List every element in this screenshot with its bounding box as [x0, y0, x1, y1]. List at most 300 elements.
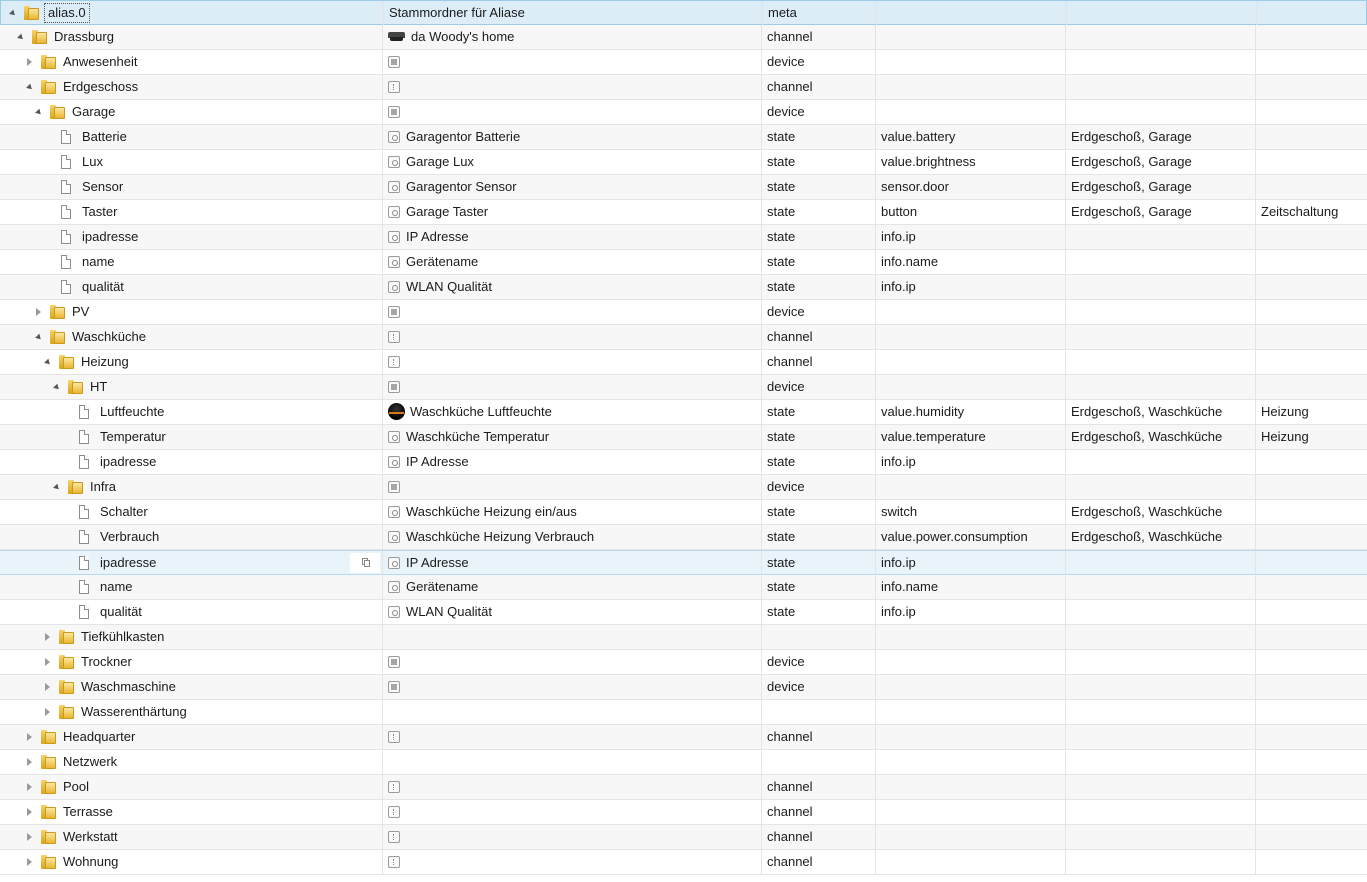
expand-toggle-icon[interactable] [27, 808, 32, 816]
room-cell: Erdgeschoß, Waschküche [1066, 400, 1256, 424]
row-name: qualität [100, 604, 142, 619]
tree-row[interactable] [0, 275, 1367, 300]
type-cell: channel [762, 75, 876, 99]
row-name: Garage [72, 104, 116, 119]
room-cell [1066, 800, 1256, 824]
state-icon [388, 281, 400, 293]
row-name: name [82, 254, 115, 269]
type-cell: device [762, 475, 876, 499]
role-cell [876, 775, 1066, 799]
room-cell [1066, 750, 1256, 774]
tree-row[interactable] [0, 200, 1367, 225]
room-cell: Erdgeschoß, Garage [1066, 175, 1256, 199]
function-cell [1256, 650, 1367, 674]
role-cell: value.battery [876, 125, 1066, 149]
tree-row[interactable] [0, 100, 1367, 125]
name-cell[interactable] [0, 250, 383, 274]
type-cell: state [762, 551, 876, 575]
room-cell [1066, 325, 1256, 349]
role-cell: button [876, 200, 1066, 224]
name-cell[interactable] [0, 450, 383, 474]
tree-row[interactable] [0, 375, 1367, 400]
collapse-toggle-icon[interactable] [44, 359, 52, 367]
title-cell [383, 850, 762, 874]
folder-icon [59, 680, 74, 694]
row-name: Terrasse [63, 804, 113, 819]
row-name: Netzwerk [63, 754, 118, 769]
row-name: Lux [82, 154, 103, 169]
tree-row[interactable] [0, 650, 1367, 675]
function-cell [1257, 1, 1367, 25]
name-cell[interactable] [0, 650, 383, 674]
file-icon [61, 230, 71, 244]
state-icon [388, 231, 400, 243]
row-title: Garagentor Sensor [406, 179, 517, 194]
type-cell: channel [762, 350, 876, 374]
row-title: Waschküche Heizung ein/aus [406, 504, 577, 519]
row-name: Werkstatt [63, 829, 118, 844]
state-icon [388, 456, 400, 468]
collapse-toggle-icon[interactable] [26, 84, 34, 92]
role-cell [876, 375, 1066, 399]
room-cell: Erdgeschoß, Waschküche [1066, 425, 1256, 449]
role-cell: info.ip [876, 275, 1066, 299]
name-cell[interactable] [0, 625, 383, 649]
tree-row[interactable] [0, 400, 1367, 425]
tree-row[interactable] [0, 425, 1367, 450]
row-title: WLAN Qualität [406, 604, 492, 619]
function-cell: Heizung [1261, 404, 1309, 419]
title-cell [383, 425, 762, 449]
expand-toggle-icon[interactable] [27, 733, 32, 741]
tree-row[interactable] [0, 725, 1367, 750]
type-cell: state [762, 425, 876, 449]
row-title: IP Adresse [406, 555, 469, 570]
title-cell [383, 125, 762, 149]
type-cell: state [762, 150, 876, 174]
row-name: HT [90, 379, 108, 394]
room-cell [1066, 825, 1256, 849]
name-cell[interactable] [0, 225, 383, 249]
row-name: Infra [90, 479, 117, 494]
row-name: Anwesenheit [63, 54, 138, 69]
tree-row[interactable] [0, 225, 1367, 250]
name-cell[interactable] [0, 675, 383, 699]
room-cell [1066, 225, 1256, 249]
type-cell: device [762, 100, 876, 124]
sofa-icon [388, 31, 405, 43]
function-cell [1256, 500, 1367, 524]
state-icon [388, 181, 400, 193]
tree-row[interactable] [0, 175, 1367, 200]
function-cell [1256, 350, 1367, 374]
name-cell[interactable] [0, 575, 383, 599]
role-cell [876, 650, 1066, 674]
name-cell[interactable] [0, 800, 383, 824]
room-cell [1066, 25, 1256, 49]
type-cell: state [762, 250, 876, 274]
folder-icon [41, 730, 56, 744]
tree-row[interactable] [0, 675, 1367, 700]
expand-toggle-icon[interactable] [27, 833, 32, 841]
type-cell: channel [762, 25, 876, 49]
row-name: name [100, 579, 133, 594]
room-cell [1066, 250, 1256, 274]
type-cell: state [762, 525, 876, 549]
type-cell: channel [762, 325, 876, 349]
state-icon [388, 431, 400, 443]
row-title: Gerätename [406, 254, 479, 269]
name-cell[interactable] [0, 425, 383, 449]
room-cell [1067, 1, 1257, 25]
type-cell: device [762, 375, 876, 399]
tree-row[interactable] [0, 0, 1367, 25]
row-title: IP Adresse [406, 454, 469, 469]
type-cell: state [762, 500, 876, 524]
row-name: ipadresse [82, 229, 139, 244]
collapse-toggle-icon[interactable] [9, 10, 17, 18]
type-cell: state [762, 175, 876, 199]
row-title: Waschküche Temperatur [406, 429, 550, 444]
tree-row[interactable] [0, 800, 1367, 825]
type-cell [762, 625, 876, 649]
channel-icon [388, 356, 400, 368]
row-name: Verbrauch [100, 529, 160, 544]
tree-row[interactable] [0, 750, 1367, 775]
name-cell[interactable] [0, 150, 383, 174]
device-icon [388, 106, 400, 118]
type-cell: state [762, 225, 876, 249]
collapse-toggle-icon[interactable] [35, 334, 43, 342]
channel-icon [388, 731, 400, 743]
title-cell [383, 25, 762, 49]
function-cell [1256, 775, 1367, 799]
role-cell: value.temperature [876, 425, 1066, 449]
name-cell[interactable] [0, 175, 383, 199]
role-cell [876, 100, 1066, 124]
tree-row[interactable] [0, 300, 1367, 325]
function-cell [1256, 300, 1367, 324]
collapse-toggle-icon[interactable] [35, 109, 43, 117]
name-cell[interactable] [0, 75, 383, 99]
room-cell: Erdgeschoß, Garage [1066, 125, 1256, 149]
type-cell: channel [762, 825, 876, 849]
title-cell [383, 675, 762, 699]
title-cell [383, 625, 762, 649]
collapse-toggle-icon[interactable] [53, 484, 61, 492]
tree-row[interactable] [0, 75, 1367, 100]
state-icon [388, 606, 400, 618]
row-title: Garagentor Batterie [406, 129, 521, 144]
type-cell: state [762, 600, 876, 624]
tree-row[interactable] [0, 50, 1367, 75]
tree-row[interactable] [0, 150, 1367, 175]
room-cell [1066, 300, 1256, 324]
file-icon [79, 430, 89, 444]
tree-row[interactable] [0, 450, 1367, 475]
name-cell[interactable] [0, 750, 383, 774]
folder-icon [59, 655, 74, 669]
file-icon [79, 455, 89, 469]
role-cell [876, 50, 1066, 74]
row-name: Trockner [81, 654, 132, 669]
title-cell [383, 800, 762, 824]
state-icon [388, 557, 400, 569]
name-cell[interactable] [0, 825, 383, 849]
file-icon [61, 280, 71, 294]
title-cell [383, 250, 762, 274]
room-cell [1066, 450, 1256, 474]
expand-toggle-icon[interactable] [45, 658, 50, 666]
folder-icon [41, 80, 56, 94]
role-cell [876, 700, 1066, 724]
tree-row[interactable] [0, 825, 1367, 850]
row-name: Waschküche [72, 329, 146, 344]
name-cell[interactable] [0, 100, 383, 124]
collapse-toggle-icon[interactable] [17, 34, 25, 42]
folder-icon [24, 6, 39, 20]
channel-icon [388, 331, 400, 343]
role-cell [876, 350, 1066, 374]
type-cell: state [762, 125, 876, 149]
type-cell: channel [762, 800, 876, 824]
folder-icon [41, 805, 56, 819]
title-cell [383, 300, 762, 324]
folder-icon [68, 480, 83, 494]
function-cell [1256, 375, 1367, 399]
title-cell [383, 650, 762, 674]
row-name: Taster [82, 204, 118, 219]
name-cell[interactable] [0, 400, 383, 424]
row-title: Stammordner für Aliase [389, 5, 525, 20]
name-cell[interactable] [0, 600, 383, 624]
function-cell [1256, 475, 1367, 499]
name-cell[interactable] [0, 475, 383, 499]
role-cell: info.ip [876, 225, 1066, 249]
function-cell [1256, 125, 1367, 149]
device-icon [388, 381, 400, 393]
tree-row[interactable] [0, 475, 1367, 500]
file-icon [61, 205, 71, 219]
channel-icon [388, 831, 400, 843]
title-cell [383, 600, 762, 624]
type-cell: device [762, 300, 876, 324]
function-cell: Heizung [1261, 429, 1309, 444]
role-cell [876, 25, 1066, 49]
role-cell: info.ip [876, 600, 1066, 624]
type-cell: channel [762, 725, 876, 749]
title-cell [383, 825, 762, 849]
name-cell[interactable] [0, 325, 383, 349]
function-cell [1256, 750, 1367, 774]
folder-icon [41, 55, 56, 69]
function-cell [1256, 450, 1367, 474]
tree-row[interactable] [0, 550, 1367, 575]
role-cell [876, 675, 1066, 699]
folder-icon [59, 630, 74, 644]
role-cell [876, 300, 1066, 324]
name-cell[interactable] [0, 850, 383, 874]
title-cell [383, 150, 762, 174]
room-cell [1066, 375, 1256, 399]
tree-row[interactable] [0, 325, 1367, 350]
device-icon [388, 306, 400, 318]
name-cell[interactable] [0, 300, 383, 324]
tree-row[interactable] [0, 625, 1367, 650]
expand-toggle-icon[interactable] [36, 308, 41, 316]
function-cell [1256, 675, 1367, 699]
title-cell [383, 700, 762, 724]
row-title: IP Adresse [406, 229, 469, 244]
row-name: Wasserenthärtung [81, 704, 187, 719]
name-cell[interactable] [0, 200, 383, 224]
title-cell [383, 775, 762, 799]
name-cell[interactable] [1, 1, 384, 25]
expand-toggle-icon[interactable] [45, 708, 50, 716]
device-icon [388, 481, 400, 493]
role-cell [876, 725, 1066, 749]
role-cell [876, 325, 1066, 349]
name-cell[interactable] [0, 500, 383, 524]
tree-row[interactable] [0, 500, 1367, 525]
role-cell: switch [876, 500, 1066, 524]
file-icon [79, 530, 89, 544]
device-icon [388, 681, 400, 693]
folder-icon [41, 855, 56, 869]
title-cell [383, 375, 762, 399]
room-cell: Erdgeschoß, Garage [1066, 150, 1256, 174]
expand-toggle-icon[interactable] [27, 758, 32, 766]
title-cell [383, 75, 762, 99]
tree-row[interactable] [0, 575, 1367, 600]
folder-icon [50, 105, 65, 119]
name-cell[interactable] [0, 551, 383, 575]
row-name: Waschmaschine [81, 679, 176, 694]
expand-toggle-icon[interactable] [27, 858, 32, 866]
name-cell[interactable] [0, 375, 383, 399]
function-cell [1256, 225, 1367, 249]
type-cell: channel [762, 850, 876, 874]
expand-toggle-icon[interactable] [45, 683, 50, 691]
row-title: Garage Taster [406, 204, 489, 219]
row-name: PV [72, 304, 90, 319]
role-cell: sensor.door [876, 175, 1066, 199]
expand-toggle-icon[interactable] [45, 633, 50, 641]
room-cell [1066, 50, 1256, 74]
row-name: Luftfeuchte [100, 404, 165, 419]
tree-row[interactable] [0, 850, 1367, 875]
name-cell[interactable] [0, 350, 383, 374]
name-cell[interactable] [0, 275, 383, 299]
type-cell: state [762, 575, 876, 599]
state-icon [388, 256, 400, 268]
channel-icon [388, 856, 400, 868]
room-cell [1066, 725, 1256, 749]
tree-row[interactable] [0, 250, 1367, 275]
folder-icon [50, 305, 65, 319]
folder-icon [41, 755, 56, 769]
name-cell[interactable] [0, 525, 383, 549]
room-cell [1066, 575, 1256, 599]
tree-row[interactable] [0, 700, 1367, 725]
room-cell [1066, 625, 1256, 649]
row-name: Schalter [100, 504, 148, 519]
expand-toggle-icon[interactable] [27, 58, 32, 66]
row-title: Waschküche Luftfeuchte [410, 404, 552, 419]
row-name: Tiefkühlkasten [81, 629, 165, 644]
copy-icon[interactable] [350, 553, 380, 573]
type-cell: channel [762, 775, 876, 799]
role-cell [876, 75, 1066, 99]
function-cell [1256, 525, 1367, 549]
row-title: da Woody's home [411, 29, 515, 44]
title-cell [383, 50, 762, 74]
device-icon [388, 656, 400, 668]
room-cell: Erdgeschoß, Waschküche [1066, 525, 1256, 549]
function-cell [1256, 800, 1367, 824]
room-cell [1066, 350, 1256, 374]
row-name: Batterie [82, 129, 127, 144]
expand-toggle-icon[interactable] [27, 783, 32, 791]
state-icon [388, 131, 400, 143]
tree-row[interactable] [0, 350, 1367, 375]
row-name: alias.0 [44, 3, 90, 23]
sensor-ball-icon [388, 403, 405, 420]
state-icon [388, 581, 400, 593]
tree-row[interactable] [0, 525, 1367, 550]
device-icon [388, 56, 400, 68]
type-cell: device [762, 675, 876, 699]
role-cell [876, 850, 1066, 874]
title-cell [383, 725, 762, 749]
function-cell [1256, 175, 1367, 199]
name-cell[interactable] [0, 25, 383, 49]
row-name: Sensor [82, 179, 124, 194]
function-cell [1256, 625, 1367, 649]
row-name: Pool [63, 779, 90, 794]
role-cell [876, 825, 1066, 849]
state-icon [388, 506, 400, 518]
file-icon [79, 580, 89, 594]
row-title: Waschküche Heizung Verbrauch [406, 529, 595, 544]
room-cell [1066, 275, 1256, 299]
folder-icon [68, 380, 83, 394]
type-cell: state [762, 200, 876, 224]
file-icon [79, 505, 89, 519]
tree-row[interactable] [0, 600, 1367, 625]
function-cell [1256, 325, 1367, 349]
tree-row[interactable] [0, 125, 1367, 150]
role-cell: info.ip [876, 450, 1066, 474]
role-cell: info.name [876, 250, 1066, 274]
role-cell: value.power.consumption [876, 525, 1066, 549]
file-icon [79, 556, 89, 570]
role-cell: info.name [876, 575, 1066, 599]
tree-row[interactable] [0, 25, 1367, 50]
row-name: Temperatur [100, 429, 166, 444]
name-cell[interactable] [0, 775, 383, 799]
role-cell [876, 475, 1066, 499]
function-cell [1256, 850, 1367, 874]
tree-row[interactable] [0, 775, 1367, 800]
name-cell[interactable] [0, 50, 383, 74]
name-cell[interactable] [0, 700, 383, 724]
name-cell[interactable] [0, 125, 383, 149]
type-cell: state [762, 275, 876, 299]
room-cell [1066, 650, 1256, 674]
name-cell[interactable] [0, 725, 383, 749]
collapse-toggle-icon[interactable] [53, 384, 61, 392]
